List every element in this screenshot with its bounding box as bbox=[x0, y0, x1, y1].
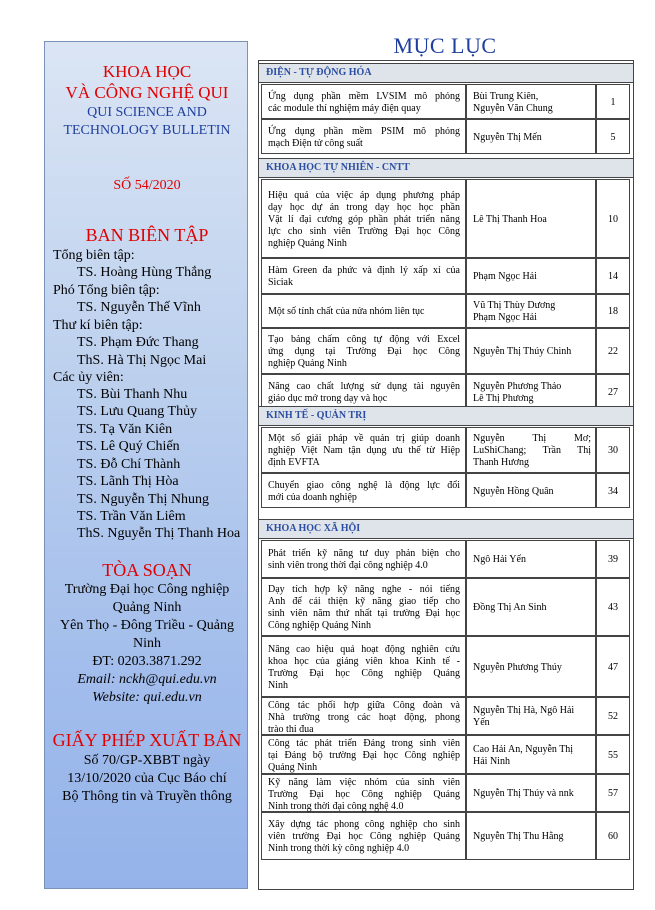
toc-entry-title: nghiệp Việt Nam tận dụng ưu thế từ Hiệp bbox=[268, 445, 460, 456]
toc-entry[interactable] bbox=[259, 540, 633, 578]
journal-english-line2: TECHNOLOGY BULLETIN bbox=[63, 123, 231, 138]
toc-entry-title: nghiệp Quảng Ninh bbox=[268, 358, 347, 369]
toc-entry-title: Hiệu quả của việc áp dụng phương pháp bbox=[268, 190, 460, 201]
deputy-name: TS. Nguyễn Thế Vĩnh bbox=[77, 300, 201, 315]
toc-section-header: ĐIỆN - TỰ ĐỘNG HÓA bbox=[259, 63, 633, 83]
toc-entry-page: 30 bbox=[608, 445, 618, 456]
toc-entry-author: Nguyễn Thị Thúy và nnk bbox=[473, 788, 574, 799]
member-name: TS. Nguyễn Thị Nhung bbox=[77, 492, 209, 507]
toc-entry-title: lực cho sinh viên Trường Đại học Công bbox=[268, 226, 460, 237]
journal-title-line1: KHOA HỌC bbox=[102, 62, 192, 81]
toc-entry-title: sinh viên trong thời đại công nghiệp 4.0 bbox=[268, 560, 428, 571]
toc-entry-title: giáo dục mở trong dạy và học bbox=[268, 393, 388, 404]
toc-entry-author: Yến bbox=[473, 717, 490, 728]
toc-entry-title: Dạy tích hợp kỹ năng nghe - nói tiếng bbox=[268, 584, 460, 595]
toc-entry-title: Ứng dụng phần mềm LVSIM mô phỏng bbox=[268, 91, 460, 102]
toc-entry-title: định EVFTA bbox=[268, 457, 320, 468]
member-name: TS. Lãnh Thị Hòa bbox=[77, 474, 179, 489]
toc-entry-title-cell bbox=[261, 427, 466, 473]
toc-entry-page: 55 bbox=[608, 750, 618, 761]
toc-entry-title-cell bbox=[261, 258, 466, 294]
toc-entry-author: Nguyễn Văn Chung bbox=[473, 103, 553, 114]
toc-entry-authors-cell bbox=[466, 427, 596, 473]
toc-entry-page-cell bbox=[596, 179, 630, 258]
toc-entry-author: Nguyễn Phương Thúy bbox=[473, 662, 562, 673]
toc-entry-author: Nguyễn Thị Thúy Chinh bbox=[473, 346, 572, 357]
toc-entry-page: 60 bbox=[608, 831, 618, 842]
office-heading: TÒA SOẠN bbox=[102, 560, 192, 580]
toc-entry-page-cell bbox=[596, 427, 630, 473]
office-address: Ninh bbox=[133, 636, 161, 651]
toc-entry-authors-cell bbox=[466, 84, 596, 119]
license-heading: GIẤY PHÉP XUẤT BẢN bbox=[52, 730, 242, 750]
toc-entry-page: 43 bbox=[608, 602, 618, 613]
toc-entry-page-cell bbox=[596, 328, 630, 374]
toc-entry-title: Công tác phát triển Đảng trong sinh viên bbox=[268, 738, 460, 749]
toc-entry-page-cell bbox=[596, 812, 630, 860]
toc-entry-authors-cell bbox=[466, 179, 596, 258]
deputy-label: Phó Tổng biên tập: bbox=[53, 283, 160, 298]
toc-entry-title: mạch Điện tử công suất bbox=[268, 138, 363, 149]
toc-entry-author: Vũ Thị Thùy Dương bbox=[473, 300, 556, 311]
toc-entry-author: Nguyễn Thị Mơ; bbox=[473, 433, 591, 444]
toc-entry-author: Ngô Hải Yến bbox=[473, 554, 526, 565]
editor-name: TS. Hoàng Hùng Thắng bbox=[77, 265, 212, 280]
toc-entry-page-cell bbox=[596, 258, 630, 294]
toc-entry-author: Cao Hải An, Nguyễn Thị bbox=[473, 744, 574, 755]
toc-entry-authors-cell bbox=[466, 294, 596, 328]
toc-entry-title: Ninh trong thời kỳ công nghiệp 4.0 bbox=[268, 843, 410, 854]
toc-entry-title-cell bbox=[261, 119, 466, 154]
toc-entry-title: Ứng dụng phần mềm PSIM mô phỏng bbox=[268, 126, 460, 137]
toc-entry-authors-cell bbox=[466, 636, 596, 697]
toc-entry[interactable] bbox=[259, 328, 633, 374]
toc-entry-author: Hải Ninh bbox=[473, 756, 510, 767]
toc-entry-page: 57 bbox=[608, 788, 618, 799]
toc-entry-author: Nguyễn Thị Hà, Ngô Hải bbox=[473, 705, 575, 716]
toc-entry-authors-cell bbox=[466, 774, 596, 812]
toc-entry-page: 27 bbox=[608, 387, 618, 398]
toc-entry-author: Bùi Trung Kiên, bbox=[473, 91, 539, 102]
toc-entry-title: Anh để cải thiện kỹ năng giao tiếp cho bbox=[268, 596, 460, 607]
license-text: Bộ Thông tin và Truyền thông bbox=[62, 789, 232, 804]
toc-entry[interactable] bbox=[259, 294, 633, 328]
toc-entry-page-cell bbox=[596, 84, 630, 119]
toc-entry-author: Phạm Ngọc Hải bbox=[473, 271, 537, 282]
toc-entry-title-cell bbox=[261, 328, 466, 374]
member-name: TS. Trần Văn Liêm bbox=[77, 509, 186, 524]
toc-entry-page-cell bbox=[596, 697, 630, 735]
toc-entry-title: ứng dụng tại Trường Đại học Công bbox=[268, 346, 460, 357]
secretary-label: Thư kí biên tập: bbox=[53, 318, 143, 333]
toc-entry-page: 22 bbox=[608, 346, 618, 357]
toc-entry-title: Xây dựng tác phong công nghiệp cho sinh bbox=[268, 819, 460, 830]
toc-section-header: KINH TẾ - QUẢN TRỊ bbox=[259, 406, 633, 426]
toc-entry-title-cell bbox=[261, 84, 466, 119]
toc-entry-title: Kỹ năng làm việc nhóm của sinh viên bbox=[268, 777, 460, 788]
toc-entry-author: Nguyễn Thị Mến bbox=[473, 132, 542, 143]
toc-entry-title: Ninh trong thời đại công nghệ 4.0 bbox=[268, 801, 404, 812]
member-name: TS. Tạ Văn Kiên bbox=[77, 422, 173, 437]
toc-entry-page: 39 bbox=[608, 554, 618, 565]
toc-entry-author: Phạm Ngọc Hải bbox=[473, 312, 537, 323]
member-name: TS. Lưu Quang Thủy bbox=[77, 404, 198, 419]
toc-entry-authors-cell bbox=[466, 374, 596, 410]
editor-label: Tổng biên tập: bbox=[53, 248, 135, 263]
toc-entry[interactable] bbox=[259, 179, 633, 258]
office-website: Website: qui.edu.vn bbox=[92, 690, 202, 705]
toc-entry-page: 47 bbox=[608, 662, 618, 673]
toc-section-header: KHOA HỌC TỰ NHIÊN - CNTT bbox=[259, 158, 633, 178]
toc-entry-page-cell bbox=[596, 473, 630, 508]
toc-entry-authors-cell bbox=[466, 473, 596, 508]
office-address: Trường Đại học Công nghiệp bbox=[64, 582, 230, 597]
toc-entry-title: Chuyển giao công nghệ là động lực đổi bbox=[268, 480, 460, 491]
office-address: Quảng Ninh bbox=[112, 600, 182, 615]
toc-entry-authors-cell bbox=[466, 258, 596, 294]
toc-entry-authors-cell bbox=[466, 540, 596, 578]
toc-entry-title: mới của doanh nghiệp bbox=[268, 492, 357, 503]
toc-entry-title-cell bbox=[261, 473, 466, 508]
toc-entry-title: Quảng Ninh bbox=[268, 762, 318, 773]
toc-entry[interactable] bbox=[259, 735, 633, 774]
toc-entry[interactable] bbox=[259, 697, 633, 735]
toc-entry-page: 10 bbox=[608, 214, 618, 225]
journal-title-line2: VÀ CÔNG NGHỆ QUI bbox=[65, 83, 229, 102]
toc-entry-page-cell bbox=[596, 735, 630, 774]
toc-entry-page-cell bbox=[596, 294, 630, 328]
toc-entry-author: Lê Thị Thanh Hoa bbox=[473, 214, 547, 225]
toc-entry-author: Lê Thị Phương bbox=[473, 393, 534, 404]
toc-entry-title: các module thí nghiệm máy điện quay bbox=[268, 103, 421, 114]
toc-entry-title: sinh viên năm thứ nhất tại trường Đại học bbox=[268, 608, 460, 619]
toc-entry-authors-cell bbox=[466, 578, 596, 636]
toc-entry-title: nghiệp Quảng Ninh bbox=[268, 238, 347, 249]
journal-english-line1: QUI SCIENCE AND bbox=[87, 105, 207, 120]
toc-entry-page-cell bbox=[596, 540, 630, 578]
toc-entry-page-cell bbox=[596, 374, 630, 410]
toc-entry-title: dạy học dự án trong dạy học học phần bbox=[268, 202, 460, 213]
toc-entry-page: 34 bbox=[608, 486, 618, 497]
toc-entry[interactable] bbox=[259, 258, 633, 294]
toc-entry[interactable] bbox=[259, 578, 633, 636]
toc-entry-title: trào thi đua bbox=[268, 724, 314, 735]
toc-entry-title: Một số tính chất của nửa nhóm liên tục bbox=[268, 306, 425, 317]
secretary-name: TS. Phạm Đức Thang bbox=[77, 335, 199, 350]
toc-entry-title-cell bbox=[261, 374, 466, 410]
office-phone: ĐT: 0203.3871.292 bbox=[92, 654, 202, 669]
member-name: TS. Đỗ Chí Thành bbox=[77, 457, 181, 472]
toc-entry-author: Nguyễn Thị Thu Hằng bbox=[473, 831, 564, 842]
toc-entry-title-cell bbox=[261, 735, 466, 774]
license-text: Số 70/GP-XBBT ngày bbox=[83, 753, 211, 768]
toc-entry-authors-cell bbox=[466, 328, 596, 374]
toc-entry-title: Một số giải pháp về quản trị giúp doanh bbox=[268, 433, 460, 444]
toc-section-header: KHOA HỌC XÃ HỘI bbox=[259, 519, 633, 539]
member-name: ThS. Nguyễn Thị Thanh Hoa bbox=[77, 526, 241, 541]
toc-entry-title-cell bbox=[261, 179, 466, 258]
toc-entry-authors-cell bbox=[466, 697, 596, 735]
toc-entry-author: Đồng Thị An Sinh bbox=[473, 602, 547, 613]
members-label: Các ủy viên: bbox=[53, 370, 124, 385]
editorial-board-heading: BAN BIÊN TẬP bbox=[85, 225, 209, 245]
issue-number: SỐ 54/2020 bbox=[113, 178, 181, 193]
toc-entry-author: Thanh Hương bbox=[473, 457, 529, 468]
office-address: Yên Thọ - Đông Triều - Quảng bbox=[60, 618, 234, 633]
toc-entry-title: Nâng cao chất lượng sử dụng tài nguyên bbox=[268, 381, 460, 392]
toc-entry-title: Nâng cao hiệu quả hoạt động nghiên cứu bbox=[268, 644, 460, 655]
toc-entry-title: Nhà trường trong các hoạt động, phong bbox=[268, 712, 460, 723]
toc-entry-title: Trường Đại học Công nghiệp Quảng bbox=[268, 789, 460, 800]
toc-entry-authors-cell bbox=[466, 119, 596, 154]
toc-entry-page: 14 bbox=[608, 271, 618, 282]
toc-entry-page: 5 bbox=[610, 132, 616, 143]
toc-entry[interactable] bbox=[259, 812, 633, 860]
toc-entry-title-cell bbox=[261, 578, 466, 636]
toc-entry-title: viên trường Đại học Công nghiệp Quảng bbox=[268, 831, 460, 842]
toc-entry-title-cell bbox=[261, 294, 466, 328]
toc-entry[interactable] bbox=[259, 636, 633, 697]
toc-entry-title: Trường Đại học Công nghiệp Quảng bbox=[268, 668, 460, 679]
toc-entry-title: Tạo bảng chấm công tự động với Excel bbox=[268, 334, 460, 345]
toc-entry[interactable] bbox=[259, 427, 633, 473]
toc-entry-page-cell bbox=[596, 774, 630, 812]
toc-entry-title: Phát triển kỹ năng tư duy phản biện cho bbox=[268, 548, 460, 559]
toc-entry-title-cell bbox=[261, 697, 466, 735]
journal-sidebar bbox=[44, 41, 248, 889]
toc-entry-page-cell bbox=[596, 578, 630, 636]
toc-entry-authors-cell bbox=[466, 735, 596, 774]
toc-entry-authors-cell bbox=[466, 812, 596, 860]
toc-entry-author: Nguyễn Hồng Quân bbox=[473, 486, 554, 497]
toc-table bbox=[258, 60, 634, 890]
toc-entry-title: Công tác phối hợp giữa Công đoàn và bbox=[268, 700, 460, 711]
toc-entry[interactable] bbox=[259, 774, 633, 812]
member-name: TS. Lê Quý Chiến bbox=[77, 439, 180, 454]
toc-entry-title: Hàm Green đa phức và định lý xấp xỉ của bbox=[268, 265, 460, 276]
toc-entry-title-cell bbox=[261, 812, 466, 860]
toc-entry-title-cell bbox=[261, 540, 466, 578]
toc-title: MỤC LỤC bbox=[393, 33, 497, 58]
toc-entry-page-cell bbox=[596, 636, 630, 697]
toc-entry-title: Ninh bbox=[268, 680, 288, 691]
toc-entry-author: LuShiChang; Trần Thị bbox=[473, 445, 591, 456]
toc-entry[interactable] bbox=[259, 119, 633, 154]
toc-entry-title-cell bbox=[261, 636, 466, 697]
toc-entry[interactable] bbox=[259, 374, 633, 410]
toc-entry-title-cell bbox=[261, 774, 466, 812]
secretary-name: ThS. Hà Thị Ngọc Mai bbox=[77, 353, 207, 368]
toc-entry-page: 1 bbox=[610, 97, 616, 108]
toc-entry-title: khoa học của giảng viên khoa Kinh tế - bbox=[268, 656, 460, 667]
toc-entry-page: 18 bbox=[608, 306, 618, 317]
toc-entry-title: Công nghiệp Quảng Ninh bbox=[268, 620, 372, 631]
toc-entry-title: Siciak bbox=[268, 277, 293, 288]
toc-entry-page-cell bbox=[596, 119, 630, 154]
toc-entry-title: Vật lí đại cương góp phần phát triển năng bbox=[268, 214, 460, 225]
toc-entry[interactable] bbox=[259, 473, 633, 508]
toc-entry[interactable] bbox=[259, 84, 633, 119]
license-text: 13/10/2020 của Cục Báo chí bbox=[67, 771, 227, 786]
toc-entry-page: 52 bbox=[608, 711, 618, 722]
toc-entry-title: tại Đảng bộ trường Đại học Công nghiệp bbox=[268, 750, 460, 761]
office-email: Email: nckh@qui.edu.vn bbox=[77, 672, 217, 687]
toc-entry-author: Nguyễn Phương Thảo bbox=[473, 381, 562, 392]
member-name: TS. Bùi Thanh Nhu bbox=[77, 387, 188, 402]
